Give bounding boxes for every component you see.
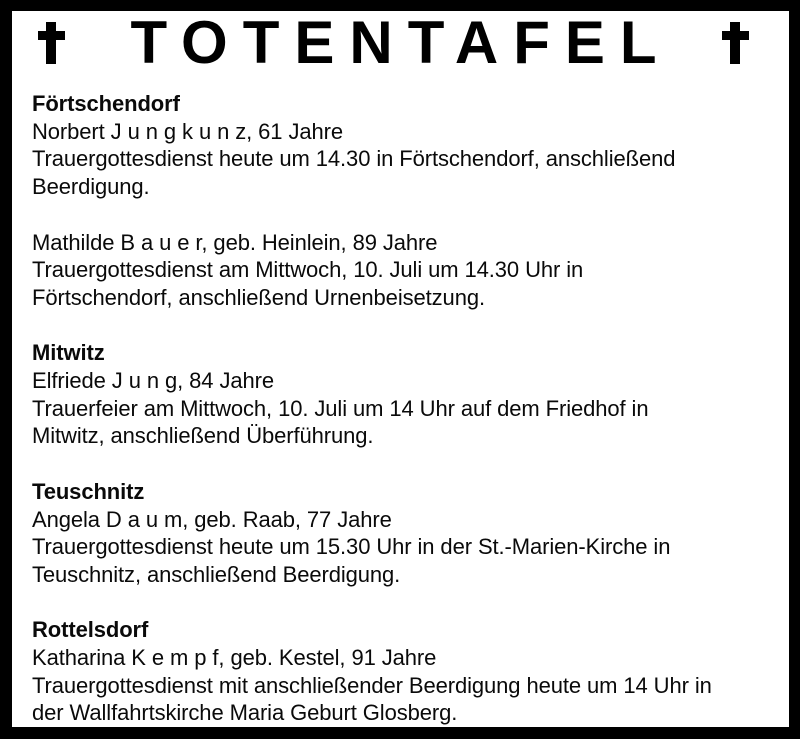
service-detail-line: Trauergottesdienst am Mittwoch, 10. Juli um 14.30 Uhr in bbox=[32, 257, 584, 283]
masthead bbox=[12, 8, 789, 76]
service-detail-line: Trauergottesdienst mit anschließender Beerdigung heute um 14 Uhr in bbox=[32, 672, 712, 698]
cross-icon bbox=[38, 22, 65, 64]
service-detail-line: Trauergottesdienst heute um 14.30 in Förtschendorf, anschließend bbox=[32, 146, 676, 172]
notice-list bbox=[12, 90, 789, 727]
deceased-name-line: Norbert J u n g k u n z, 61 Jahre bbox=[32, 118, 343, 144]
death-notice bbox=[32, 644, 769, 727]
deceased-name-line: Elfriede J u n g, 84 Jahre bbox=[32, 368, 274, 393]
section-foertschendorf bbox=[32, 90, 769, 312]
town-heading: Förtschendorf bbox=[32, 91, 180, 116]
death-notice bbox=[32, 118, 769, 201]
deceased-name-line: Mathilde B a u e r, geb. Heinlein, 89 Jahre bbox=[32, 229, 438, 255]
town-heading: Rottelsdorf bbox=[32, 617, 149, 643]
service-detail-line: Förtschendorf, anschließend Urnenbeisetzung. bbox=[32, 284, 485, 310]
death-notice bbox=[32, 367, 769, 450]
service-detail-line: Teuschnitz, anschließend Beerdigung. bbox=[32, 561, 401, 587]
service-detail-line: der Wallfahrtskirche Maria Geburt Glosberg. bbox=[32, 700, 458, 726]
death-notice bbox=[32, 506, 769, 589]
service-detail-line: Trauergottesdienst heute um 15.30 Uhr in der St.-Marien-Kirche in bbox=[32, 534, 671, 560]
service-detail-line: Trauerfeier am Mittwoch, 10. Juli um 14 Uhr auf dem Friedhof in bbox=[32, 395, 649, 421]
cross-icon bbox=[722, 22, 749, 64]
death-notice bbox=[32, 229, 769, 312]
section-rottelsdorf bbox=[32, 616, 769, 727]
totentafel-board bbox=[12, 8, 789, 727]
deceased-name-line: Angela D a u m, geb. Raab, 77 Jahre bbox=[32, 506, 392, 532]
town-heading: Teuschnitz bbox=[32, 478, 145, 504]
deceased-name-line: Katharina K e m p f, geb. Kestel, 91 Jahre bbox=[32, 645, 437, 670]
section-teuschnitz bbox=[32, 478, 769, 589]
service-detail-line: Mitwitz, anschließend Überführung. bbox=[32, 423, 374, 449]
page-title: TOTENTAFEL bbox=[130, 8, 672, 76]
section-mitwitz bbox=[32, 339, 769, 450]
town-heading: Mitwitz bbox=[32, 340, 105, 366]
service-detail-line: Beerdigung. bbox=[32, 174, 150, 200]
